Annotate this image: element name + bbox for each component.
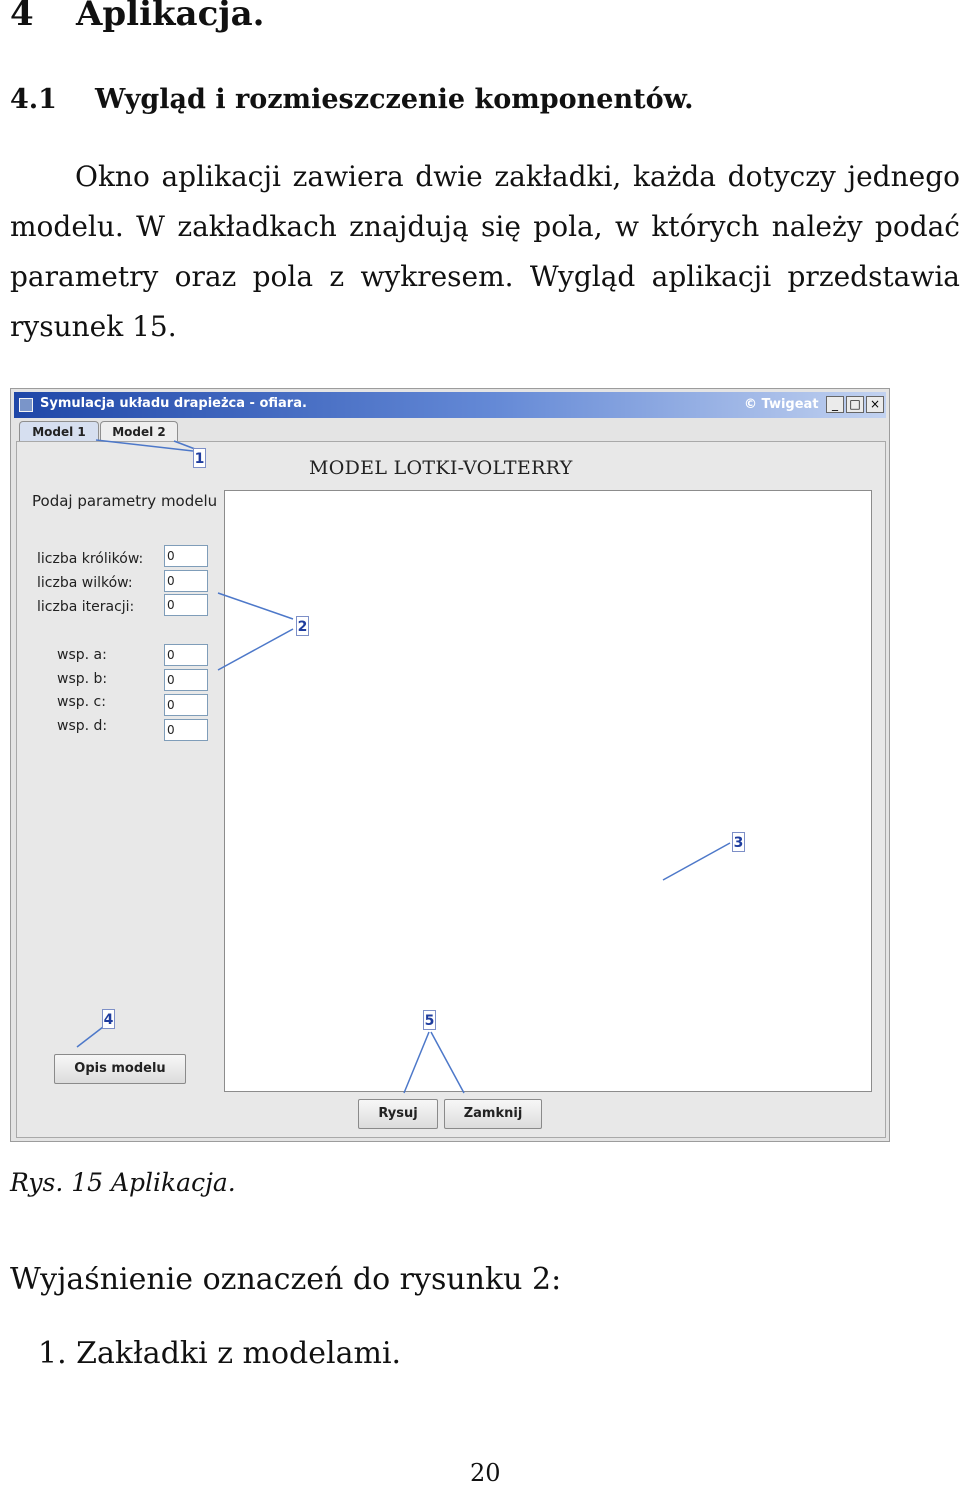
legend-item-text: Zakładki z modelami. [76, 1336, 402, 1371]
callout-marker-5: 5 [423, 1010, 436, 1030]
coef-a-label: wsp. a: [57, 647, 107, 663]
draw-button[interactable]: Rysuj [358, 1099, 438, 1129]
coef-d-input[interactable]: 0 [164, 719, 208, 741]
coef-c-label: wsp. c: [57, 694, 106, 710]
rabbits-input[interactable]: 0 [164, 545, 208, 567]
legend-item-number: 1. [38, 1336, 67, 1371]
close-window-button[interactable]: × [866, 396, 884, 413]
page-number: 20 [470, 1459, 501, 1487]
wolves-input[interactable]: 0 [164, 570, 208, 592]
callout-5-line [404, 1032, 429, 1093]
callout-2-line [218, 593, 293, 619]
callout-2-line [218, 629, 293, 670]
coef-d-label: wsp. d: [57, 718, 108, 734]
window-brand: © Twigeat [744, 397, 819, 412]
legend-item [38, 1336, 401, 1371]
callout-3-line [663, 843, 730, 880]
tab-model-2[interactable]: Model 2 [100, 421, 178, 441]
callout-marker-3: 3 [732, 832, 745, 852]
subsection-title: Wygląd i rozmieszczenie komponentów. [95, 84, 694, 115]
wolves-label: liczba wilków: [37, 575, 133, 591]
section-number: 4 [10, 0, 34, 34]
rabbits-label: liczba królików: [37, 551, 144, 567]
coef-b-input[interactable]: 0 [164, 669, 208, 691]
coef-a-input[interactable]: 0 [164, 644, 208, 666]
minimize-button[interactable]: _ [826, 396, 844, 413]
params-header: Podaj parametry modelu [32, 492, 218, 510]
section-title: Aplikacja. [76, 0, 265, 34]
section-heading [10, 0, 264, 34]
coef-b-label: wsp. b: [57, 671, 108, 687]
iterations-input[interactable]: 0 [164, 594, 208, 616]
legend-title: Wyjaśnienie oznaczeń do rysunku 2: [10, 1262, 562, 1297]
tab-model-1[interactable]: Model 1 [19, 421, 99, 441]
callout-marker-2: 2 [296, 616, 309, 636]
maximize-button[interactable]: □ [846, 396, 864, 413]
subsection-heading [10, 84, 694, 115]
close-button[interactable]: Zamknij [444, 1099, 542, 1129]
intro-paragraph: Okno aplikacji zawiera dwie zakładki, każda dotyczy jednego modelu. W zakładkach znajdują się pola, w których należy podać parametry oraz pola z wykresem. Wygląd aplikacji przedstawia rysunek 15. [10, 160, 960, 343]
coef-c-input[interactable]: 0 [164, 694, 208, 716]
callout-1-line [96, 440, 193, 451]
callout-marker-4: 4 [102, 1009, 115, 1029]
model-description-button[interactable]: Opis modelu [54, 1054, 186, 1084]
callout-1-line [174, 441, 195, 449]
window-title: Symulacja układu drapieżca - ofiara. [40, 396, 307, 411]
application-screenshot [10, 388, 890, 1142]
model-title: MODEL LOTKI-VOLTERRY [309, 457, 573, 479]
callout-lines [11, 389, 889, 1141]
subsection-number: 4.1 [10, 84, 57, 115]
callout-4-line [77, 1027, 103, 1047]
callout-5-line [431, 1032, 464, 1093]
figure-caption: Rys. 15 Aplikacja. [10, 1168, 236, 1197]
callout-marker-1: 1 [193, 448, 206, 468]
iterations-label: liczba iteracji: [37, 599, 135, 615]
